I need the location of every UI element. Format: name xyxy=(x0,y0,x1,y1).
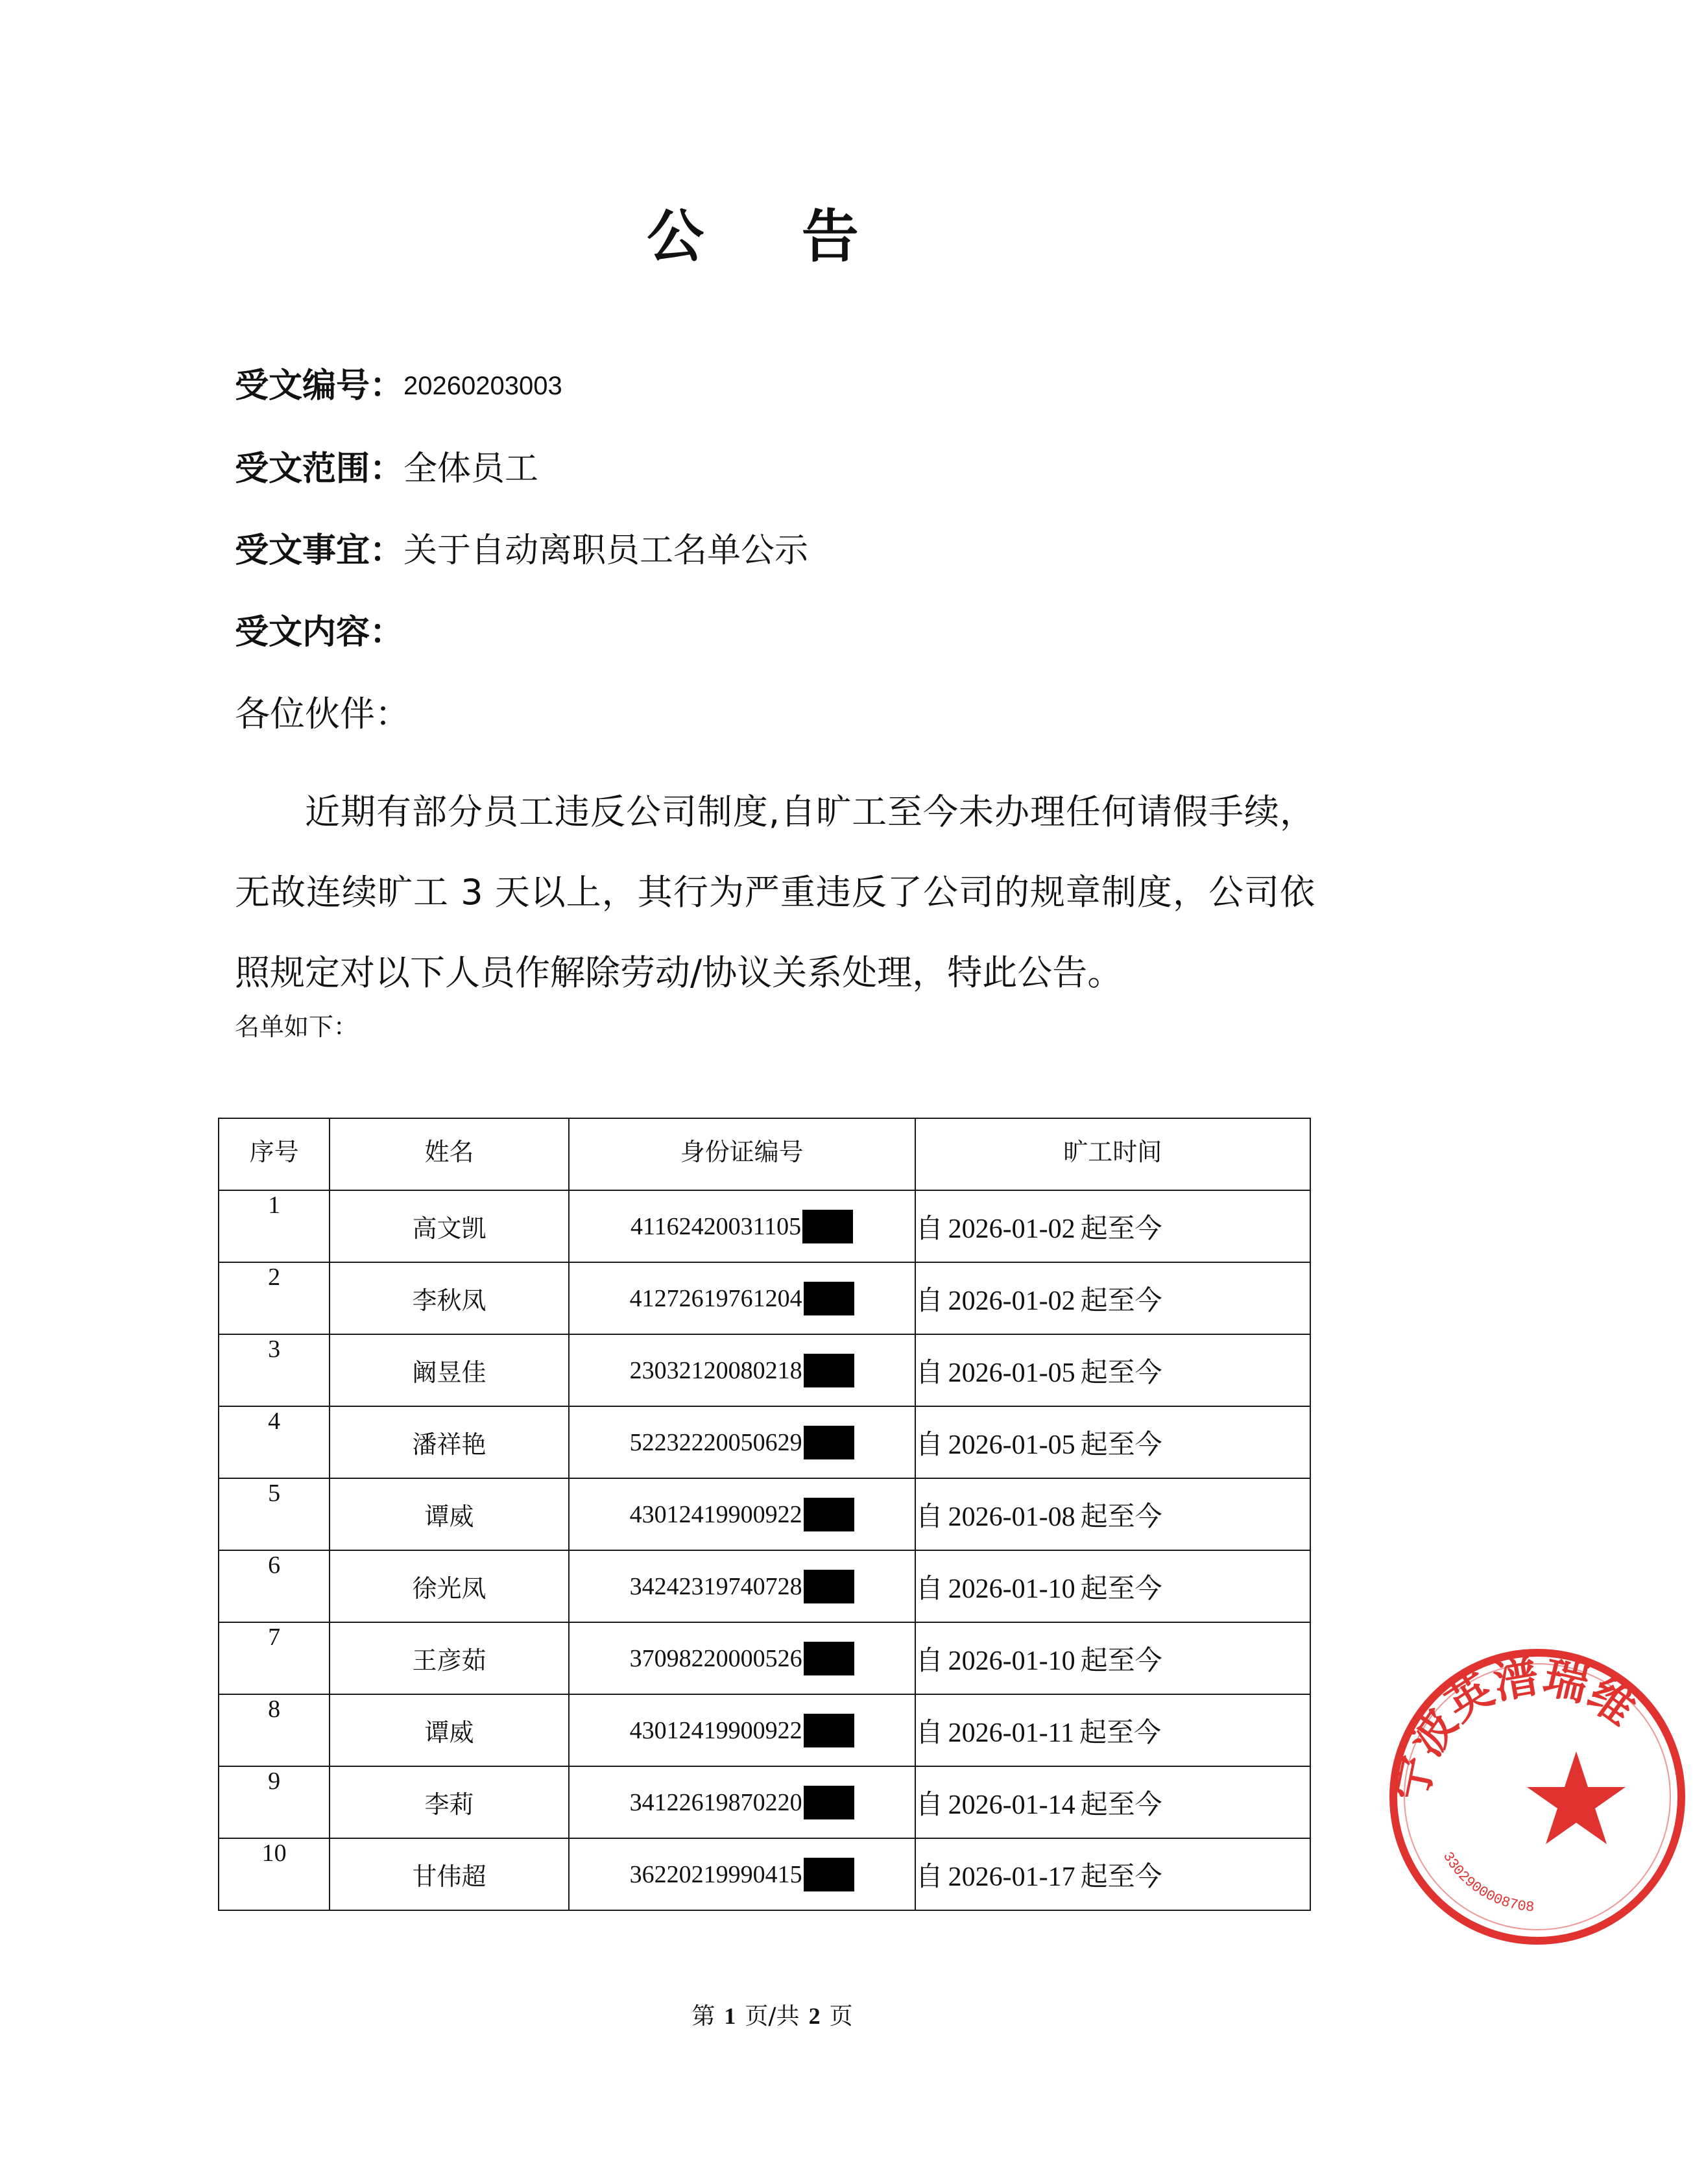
table-row xyxy=(219,1622,1310,1694)
id-cell xyxy=(569,1838,915,1910)
absence-date: 2026-01-11 xyxy=(948,1718,1075,1748)
absence-date: 2026-01-05 xyxy=(948,1358,1075,1388)
absence-date: 2026-01-10 xyxy=(948,1574,1075,1604)
row-number: 2 xyxy=(219,1262,330,1334)
id-cell xyxy=(569,1478,915,1550)
absence-date: 2026-01-02 xyxy=(948,1214,1075,1244)
id-number: 36220219990415 xyxy=(629,1860,802,1888)
time-prefix: 自 xyxy=(915,1284,943,1316)
id-number: 41272619761204 xyxy=(629,1284,802,1312)
absence-date: 2026-01-17 xyxy=(948,1862,1075,1892)
absence-time xyxy=(915,1622,1310,1694)
absence-date: 2026-01-08 xyxy=(948,1502,1075,1532)
absence-date: 2026-01-02 xyxy=(948,1286,1075,1316)
subject-label: 受文事宜： xyxy=(235,531,404,570)
absence-date: 2026-01-14 xyxy=(948,1790,1075,1820)
absence-time xyxy=(915,1334,1310,1406)
absence-time xyxy=(915,1478,1310,1550)
footer-prefix: 第 xyxy=(691,2003,715,2030)
table-row xyxy=(219,1406,1310,1478)
time-suffix: 起至今 xyxy=(1080,1788,1162,1820)
time-prefix: 自 xyxy=(915,1212,943,1244)
redaction-block xyxy=(804,1642,854,1675)
notice-body: 近期有部分员工违反公司制度,自旷工至今未办理任何请假手续，无故连续旷工 3 天以上，其行为严重违反了公司的规章制度，公司依照规定对以下人员作解除劳动/协议关系处理，特此公告。 xyxy=(235,791,1315,993)
subject-value: 关于自动离职员工名单公示 xyxy=(403,531,809,570)
row-number: 3 xyxy=(219,1334,330,1406)
footer-suffix: 页 xyxy=(829,2003,853,2030)
id-cell xyxy=(569,1550,915,1622)
redaction-block xyxy=(804,1786,854,1819)
time-prefix: 自 xyxy=(915,1860,943,1892)
seal-company-name: 宁波英潽瑞维 xyxy=(1385,1651,1644,1805)
scope-value: 全体员工 xyxy=(403,450,539,488)
id-number: 37098220000526 xyxy=(629,1644,802,1672)
doc-number-value: 20260203003 xyxy=(403,372,562,400)
time-suffix: 起至今 xyxy=(1080,1500,1162,1532)
id-number: 41162420031105 xyxy=(630,1212,802,1240)
time-suffix: 起至今 xyxy=(1080,1572,1162,1604)
row-number: 6 xyxy=(219,1550,330,1622)
id-cell xyxy=(569,1406,915,1478)
id-cell xyxy=(569,1622,915,1694)
table-body xyxy=(219,1190,1310,1910)
table-row xyxy=(219,1190,1310,1262)
doc-number-label: 受文编号： xyxy=(235,366,404,405)
absence-date: 2026-01-10 xyxy=(948,1646,1075,1676)
table-row xyxy=(219,1262,1310,1334)
time-suffix: 起至今 xyxy=(1080,1860,1162,1892)
table-row xyxy=(219,1766,1310,1838)
redaction-block xyxy=(804,1498,854,1531)
row-number: 1 xyxy=(219,1190,330,1262)
employee-name: 潘祥艳 xyxy=(330,1406,568,1478)
time-suffix: 起至今 xyxy=(1080,1284,1162,1316)
id-number: 23032120080218 xyxy=(629,1356,802,1384)
absence-time xyxy=(915,1766,1310,1838)
table-row xyxy=(219,1838,1310,1910)
id-number: 34122619870220 xyxy=(629,1788,802,1816)
employee-name: 谭威 xyxy=(330,1694,568,1766)
redaction-block xyxy=(804,1858,854,1891)
employee-name: 李莉 xyxy=(330,1766,568,1838)
row-number: 10 xyxy=(219,1838,330,1910)
time-prefix: 自 xyxy=(915,1716,943,1748)
redaction-block xyxy=(804,1570,854,1603)
absence-time xyxy=(915,1262,1310,1334)
absence-time xyxy=(915,1406,1310,1478)
row-number: 4 xyxy=(219,1406,330,1478)
redaction-block xyxy=(804,1714,854,1747)
page-footer xyxy=(0,1998,1544,2031)
absence-time xyxy=(915,1190,1310,1262)
id-cell xyxy=(569,1694,915,1766)
time-suffix: 起至今 xyxy=(1080,1212,1162,1244)
time-suffix: 起至今 xyxy=(1080,1356,1162,1388)
time-suffix: 起至今 xyxy=(1080,1428,1162,1460)
id-number: 52232220050629 xyxy=(629,1428,802,1456)
table-row xyxy=(219,1550,1310,1622)
employee-name: 徐光凤 xyxy=(330,1550,568,1622)
absence-time xyxy=(915,1694,1310,1766)
document-title: 公 告 xyxy=(647,202,898,270)
content-label: 受文内容： xyxy=(235,613,404,652)
greeting: 各位伙伴： xyxy=(235,693,410,734)
company-seal xyxy=(1382,1641,1693,1952)
header-number: 序号 xyxy=(219,1118,330,1190)
id-cell xyxy=(569,1334,915,1406)
scope-label: 受文范围： xyxy=(235,450,404,488)
table-row xyxy=(219,1478,1310,1550)
table-row xyxy=(219,1334,1310,1406)
row-number: 9 xyxy=(219,1766,330,1838)
list-intro: 名单如下： xyxy=(235,1013,359,1041)
time-prefix: 自 xyxy=(915,1788,943,1820)
employee-name: 谭威 xyxy=(330,1478,568,1550)
time-prefix: 自 xyxy=(915,1572,943,1604)
employee-name: 高文凯 xyxy=(330,1190,568,1262)
table-header-row xyxy=(219,1118,1310,1190)
time-prefix: 自 xyxy=(915,1500,943,1532)
header-id-number: 身份证编号 xyxy=(569,1118,915,1190)
employee-name: 阚昱佳 xyxy=(330,1334,568,1406)
id-number: 34242319740728 xyxy=(629,1572,802,1600)
row-number: 5 xyxy=(219,1478,330,1550)
id-cell xyxy=(569,1766,915,1838)
id-number: 43012419900922 xyxy=(629,1500,802,1528)
header-absence-time: 旷工时间 xyxy=(915,1118,1310,1190)
table-row xyxy=(219,1694,1310,1766)
footer-page-number: 1 xyxy=(724,2003,736,2029)
content-row xyxy=(235,610,403,655)
redaction-block xyxy=(804,1426,854,1459)
header-name: 姓名 xyxy=(330,1118,568,1190)
redaction-block xyxy=(802,1210,853,1243)
redaction-block xyxy=(804,1282,854,1315)
absence-time xyxy=(915,1838,1310,1910)
dismissal-table xyxy=(218,1118,1311,1911)
absence-time xyxy=(915,1550,1310,1622)
doc-number-row xyxy=(235,363,562,409)
footer-total-pages: 2 xyxy=(808,2003,821,2029)
time-prefix: 自 xyxy=(915,1428,943,1460)
id-cell xyxy=(569,1190,915,1262)
footer-middle: 页/共 xyxy=(745,2003,800,2030)
seal-star-icon xyxy=(1527,1751,1626,1844)
row-number: 7 xyxy=(219,1622,330,1694)
employee-name: 王彦茹 xyxy=(330,1622,568,1694)
time-suffix: 起至今 xyxy=(1079,1716,1162,1748)
subject-row xyxy=(235,528,808,573)
id-cell xyxy=(569,1262,915,1334)
time-prefix: 自 xyxy=(915,1356,943,1388)
seal-number: 3302900008708 xyxy=(1439,1849,1535,1916)
absence-date: 2026-01-05 xyxy=(948,1430,1075,1460)
row-number: 8 xyxy=(219,1694,330,1766)
scope-row xyxy=(235,446,538,492)
id-number: 43012419900922 xyxy=(629,1716,802,1744)
time-prefix: 自 xyxy=(915,1644,943,1676)
time-suffix: 起至今 xyxy=(1080,1644,1162,1676)
redaction-block xyxy=(804,1354,854,1387)
employee-name: 李秋凤 xyxy=(330,1262,568,1334)
employee-name: 甘伟超 xyxy=(330,1838,568,1910)
